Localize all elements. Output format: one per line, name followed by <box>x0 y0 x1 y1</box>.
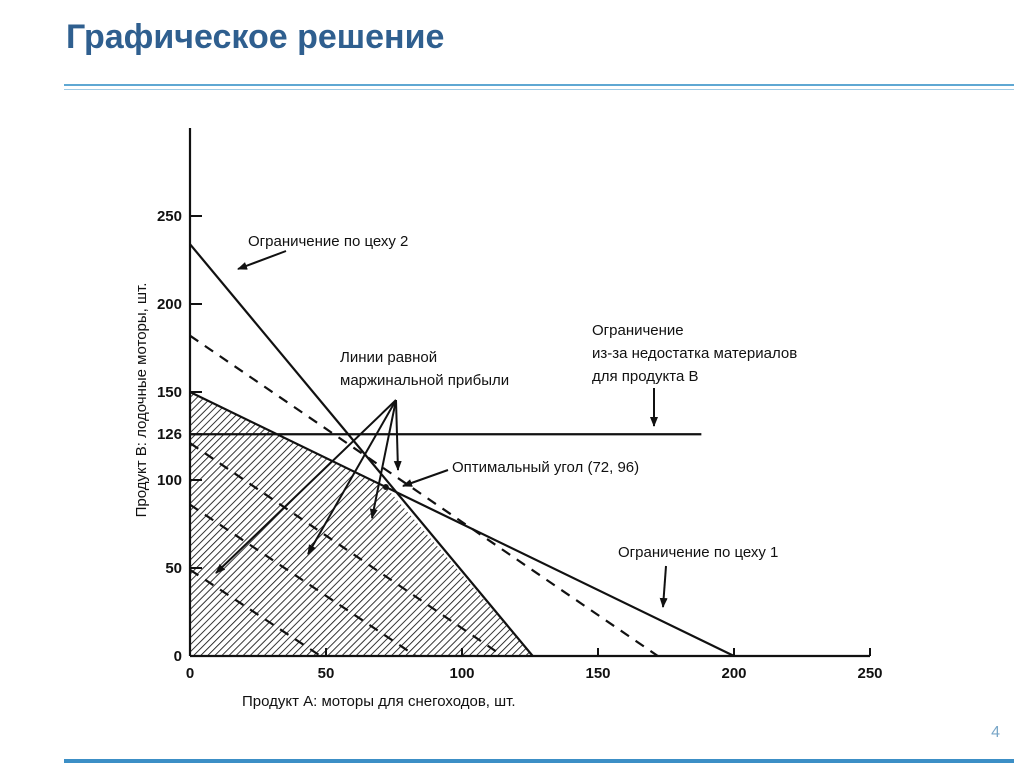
material-label-line3: для продукта B <box>592 368 699 385</box>
shop2-arrow <box>238 251 286 269</box>
x-tick-label: 150 <box>585 665 611 682</box>
y-tick-label: 100 <box>156 472 182 489</box>
x-tick-label: 0 <box>185 665 195 682</box>
footer-bar <box>64 759 1014 763</box>
x-tick-label: 100 <box>449 665 475 682</box>
feasible-region <box>190 392 533 656</box>
material-label-line1: Ограничение <box>592 322 684 339</box>
material-label-line2: из-за недостатка материалов <box>592 345 798 362</box>
page-number: 4 <box>991 724 1000 741</box>
isoprofit-label-line1: Линии равной <box>340 349 438 366</box>
optimal-arrow <box>403 470 448 486</box>
y-axis-label: Продукт B: лодочные моторы, шт. <box>133 282 150 518</box>
y-tick-label: 50 <box>165 560 182 577</box>
shop2-label: Ограничение по цеху 2 <box>248 233 409 250</box>
isoprofit-arrow <box>396 400 398 470</box>
y-tick-label: 0 <box>173 648 182 665</box>
y-tick-label: 250 <box>156 208 182 225</box>
y-tick-label: 126 <box>156 426 182 444</box>
slide-title: Графическое решение <box>66 18 445 56</box>
x-tick-label: 50 <box>317 665 335 682</box>
x-tick-label: 250 <box>857 665 883 682</box>
optimal-label: Оптимальный угол (72, 96) <box>452 459 640 476</box>
y-tick-label: 150 <box>156 384 182 401</box>
optimal-point <box>383 484 389 490</box>
x-tick-label: 200 <box>721 665 747 682</box>
y-tick-label: 200 <box>156 296 182 313</box>
shop1-label: Ограничение по цеху 1 <box>618 544 779 561</box>
shop1-arrow <box>663 566 666 607</box>
x-axis-label: Продукт A: моторы для снегоходов, шт. <box>242 693 516 710</box>
isoprofit-label-line2: маржинальной прибыли <box>340 372 510 389</box>
